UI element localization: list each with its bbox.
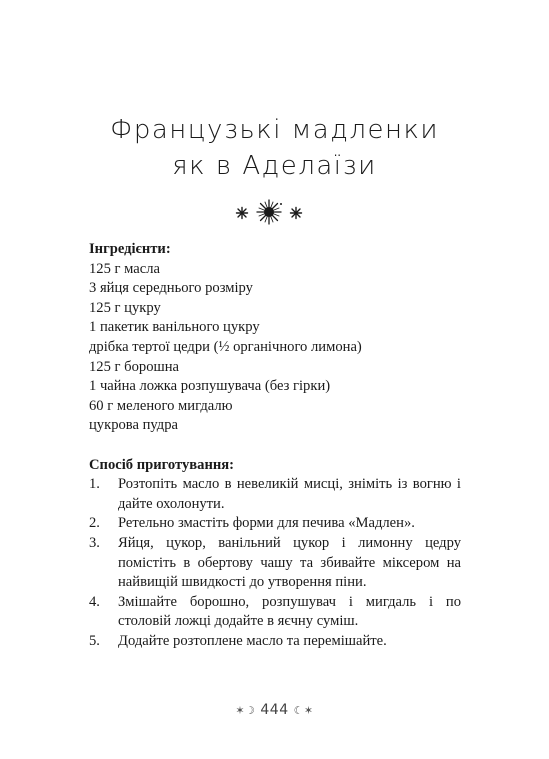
center-starburst-icon	[257, 200, 282, 224]
small-star-left-icon	[237, 208, 248, 219]
ingredient-item: дрібка тертої цедри (½ органічного лимона)	[89, 338, 362, 355]
page-number: 444	[260, 702, 289, 718]
method-step	[89, 514, 461, 534]
method-heading: Спосіб приготування:	[89, 456, 235, 473]
ingredient-item: 60 г меленого мигдалю	[89, 397, 233, 414]
recipe-title	[0, 112, 549, 184]
section-spacer	[89, 436, 461, 456]
small-star-right-icon	[291, 208, 302, 219]
star-ornament-icon	[0, 198, 549, 228]
method-step	[89, 475, 461, 514]
step-text: Яйця, цукор, ванільний цукор і лимонну цедру помістіть в обертову чашу та збивайте міксером на найвищій швидкості до утворення піни.	[118, 534, 461, 591]
moon-star-right-icon: ☾✶	[293, 704, 314, 717]
recipe-body	[89, 240, 461, 651]
ingredient-item: цукрова пудра	[89, 417, 179, 434]
page-footer	[0, 702, 549, 718]
method-step	[89, 593, 461, 632]
ingredient-item: 125 г борошна	[89, 358, 180, 375]
method-step	[89, 534, 461, 593]
ingredient-item: 1 чайна ложка розпушувача (без гірки)	[89, 378, 331, 395]
method-steps	[89, 475, 461, 651]
step-text: Додайте розтоплене масло та перемішайте.	[118, 632, 387, 649]
step-text: Розтопіть масло в невеликій мисці, зніміть із вогню і дайте охолонути.	[118, 476, 461, 512]
recipe-title-line-2: як в Аделаїзи	[172, 151, 377, 181]
step-number: 4.	[89, 593, 100, 610]
step-number: 2.	[89, 515, 100, 532]
ingredient-item: 3 яйця середнього розміру	[89, 280, 253, 297]
step-number: 5.	[89, 632, 100, 649]
step-number: 1.	[89, 476, 100, 493]
recipe-title-line-1: Французькі мадленки	[109, 115, 440, 145]
ingredients-heading: Інгредієнти:	[89, 241, 171, 257]
step-text: Змішайте борошно, розпушувач і мигдаль і по столовій ложці додайте в яєчну суміш.	[118, 593, 461, 630]
step-number: 3.	[89, 534, 100, 551]
ingredient-item: 125 г масла	[89, 260, 161, 277]
ingredient-item: 1 пакетик ванільного цукру	[89, 319, 260, 336]
step-text: Ретельно змастіть форми для печива «Мадлен».	[118, 515, 415, 532]
moon-star-left-icon: ✶☽	[235, 704, 256, 717]
ingredient-item: 125 г цукру	[89, 299, 161, 316]
method-step	[89, 632, 461, 652]
ingredients-list	[89, 260, 461, 436]
